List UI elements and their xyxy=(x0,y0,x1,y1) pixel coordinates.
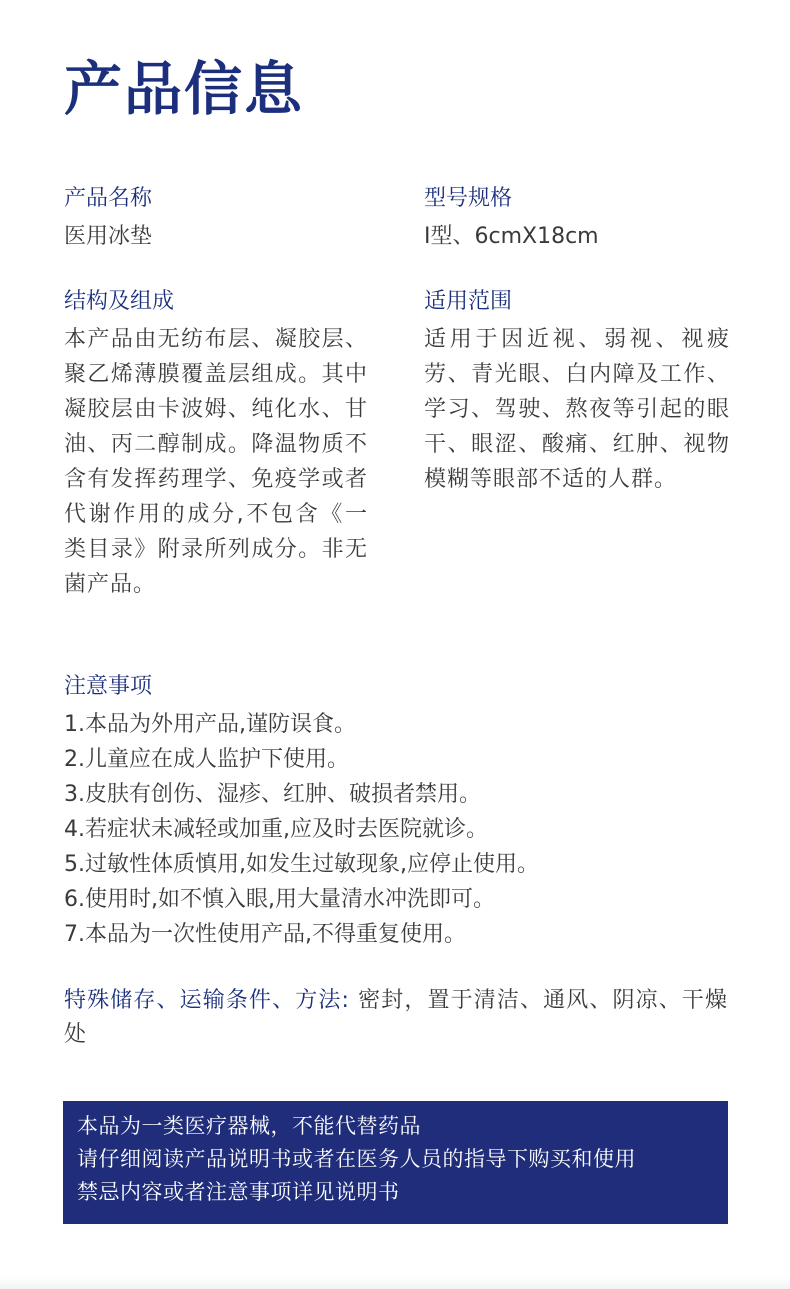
notice-line: 本品为一类医疗器械，不能代替药品 xyxy=(77,1114,421,1138)
product-name-section xyxy=(64,183,368,254)
page-bottom-edge xyxy=(0,1276,790,1289)
list-item: 2.儿童应在成人监护下使用。 xyxy=(64,747,349,772)
scope-value: 适用于因近视、弱视、视疲劳、青光眼、白内障及工作、学习、驾驶、熬夜等引起的眼干、眼涩、酸痛、红肿、视物模糊等眼部不适的人群。 xyxy=(424,327,730,492)
list-item: 5.过敏性体质慎用,如发生过敏现象,应停止使用。 xyxy=(64,852,539,877)
page-title: 产品信息 xyxy=(64,55,305,123)
model-spec-section xyxy=(424,183,730,254)
list-item: 3.皮肤有创伤、湿疹、红肿、破损者禁用。 xyxy=(64,782,481,807)
scope-section xyxy=(424,286,730,497)
structure-label: 结构及组成 xyxy=(64,289,175,314)
product-name-label: 产品名称 xyxy=(64,186,153,211)
notes-list xyxy=(64,707,728,952)
structure-section xyxy=(64,286,368,602)
notes-section xyxy=(64,671,728,952)
list-item: 6.使用时,如不慎入眼,用大量清水冲洗即可。 xyxy=(64,887,495,912)
model-spec-label: 型号规格 xyxy=(424,186,513,211)
storage-value: 密封，置于清洁、通风、阴凉、干燥处 xyxy=(64,988,728,1047)
list-item: 4.若症状未减轻或加重,应及时去医院就诊。 xyxy=(64,817,488,842)
notes-label: 注意事项 xyxy=(64,674,153,699)
scope-label: 适用范围 xyxy=(424,289,513,314)
structure-value: 本产品由无纺布层、凝胶层、聚乙烯薄膜覆盖层组成。其中凝胶层由卡波姆、纯化水、甘油、丙二醇制成。降温物质不含有发挥药理学、免疫学或者代谢作用的成分,不包含《一类目录》附录所列成分。非无菌产品。 xyxy=(64,327,368,597)
storage-label: 特殊储存、运输条件、方法: xyxy=(64,988,350,1013)
notice-line: 禁忌内容或者注意事项详见说明书 xyxy=(77,1180,400,1204)
list-item: 7.本品为一次性使用产品,不得重复使用。 xyxy=(64,922,466,947)
list-item: 1.本品为外用产品,谨防误食。 xyxy=(64,712,356,737)
notice-line: 请仔细阅读产品说明书或者在医务人员的指导下购买和使用 xyxy=(77,1147,636,1171)
notice-box xyxy=(63,1101,728,1224)
model-spec-value: I型、6cmX18cm xyxy=(424,224,599,249)
storage-section xyxy=(64,984,728,1052)
product-name-value: 医用冰垫 xyxy=(64,224,153,249)
